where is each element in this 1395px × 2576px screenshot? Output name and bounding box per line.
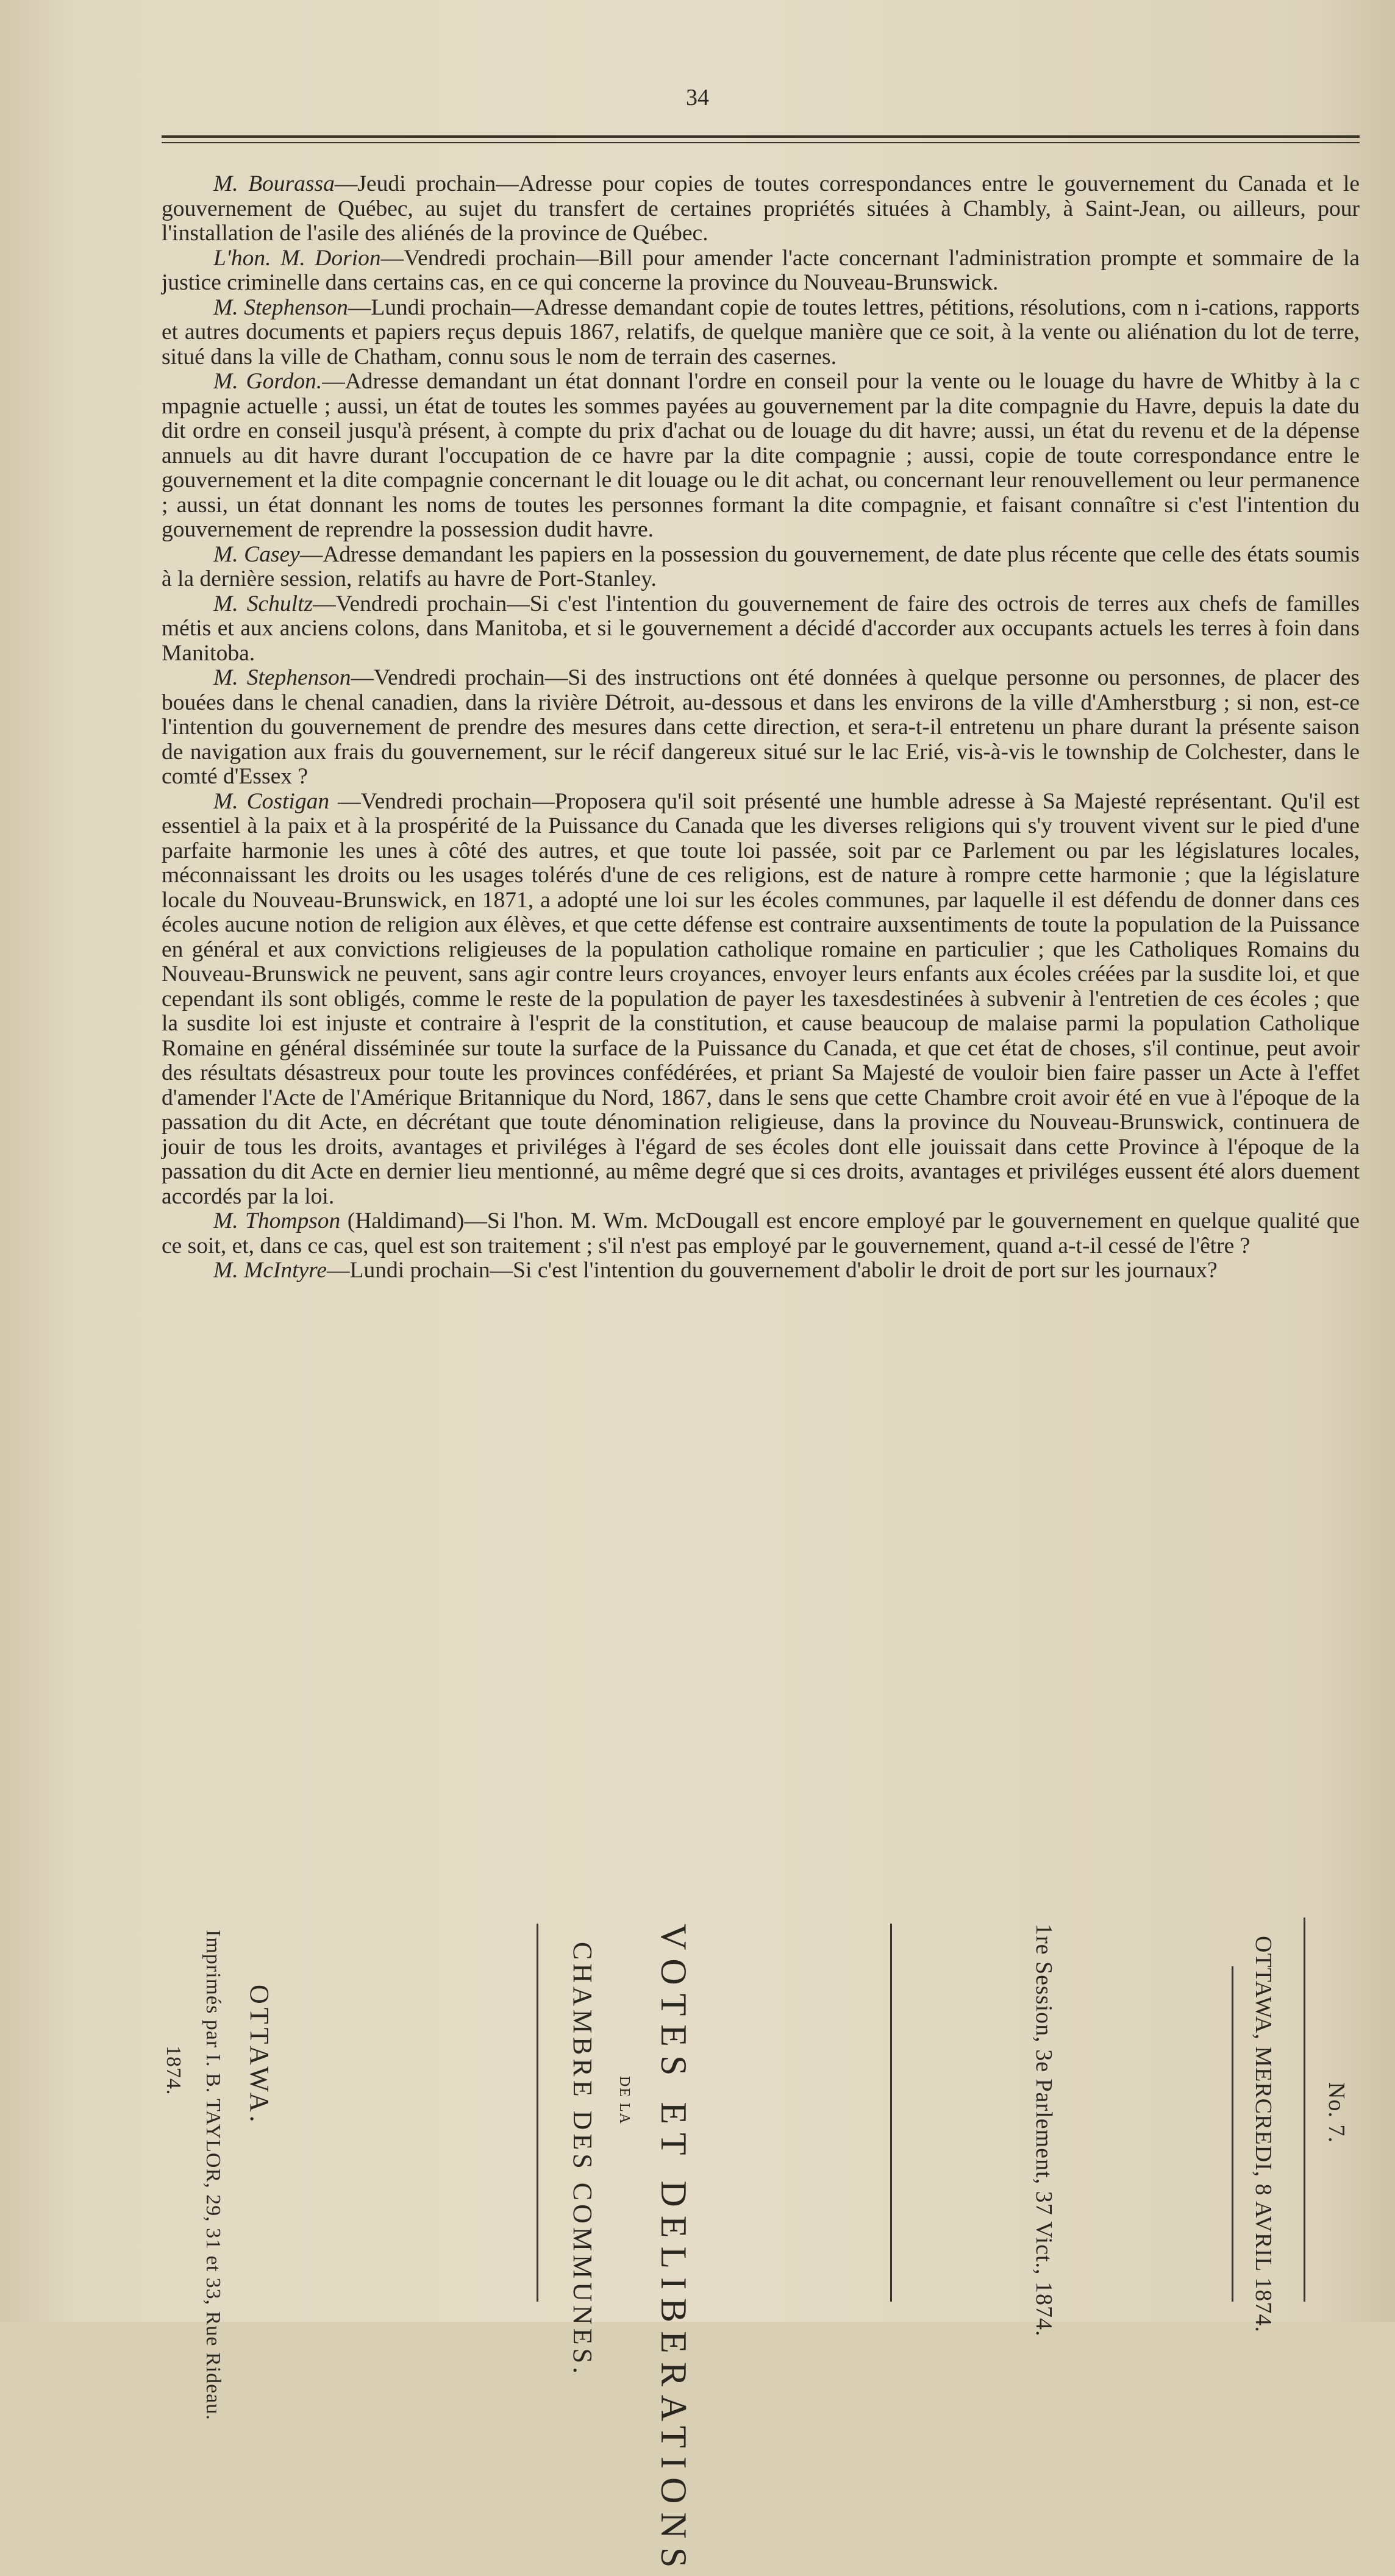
session-line: 1re Session, 3e Parlement, 37 Vict., 1874. (1031, 1924, 1057, 2337)
speaker-name: M. Gordon. (213, 369, 323, 394)
header-rule (162, 135, 1360, 138)
notice-text: —Vendredi prochain—Bill pour amender l'acte concernant l'administration prompte et sommaire de la justice criminelle dans certains cas, en ce qui concerne la province du Nouveau-Brunswick. (162, 245, 1360, 295)
speaker-name: L'hon. M. Dorion (213, 245, 381, 271)
notice-paragraph (162, 543, 1360, 592)
cover-rule (537, 1924, 538, 2302)
notice-text: —Vendredi prochain—Proposera qu'il soit présenté une humble adresse à Sa Majesté représentant. Qu'il est essentiel à la paix et à la prospérité de la Puissance du Canada que les diverses religions qui s'y trouvent vivent sur le pied d'une parfaite harmonie les unes à côté des autres, et que toute loi passée, soit par ce Parlement ou par les législatures locales, méconnaissant les droits ou les usages tolérés d'une de ces religions, est de nature à rompre cette harmonie ; que la législature locale du Nouveau-Brunswick, en 1871, a adopté une loi sur les écoles communes, par laquelle il est défendu de donner dans ces écoles aucune notion de religion aux élèves, et que cette défense est contraire auxsentiments de toute la population de la Puissance en général et aux convictions religieuses de la population catholique romaine en particulier ; que les Catholiques Romains du Nouveau-Brunswick ne peuvent, sans agir contre leurs croyances, envoyer leurs enfants aux écoles créées par la susdite loi, et que cependant ils sont obligés, comme le reste de la population de payer les taxesdestinées à subvenir à l'entretien de ces écoles ; que la susdite loi est injuste et contraire à l'esprit de la constitution, et cause beaucoup de malaise parmi la population Catholique Romaine en général disséminée sur toute la surface de la Puissance du Canada, et que cet état de choses, s'il continue, peut avoir des résultats désastreux pour toute les provinces confédérées, et priant Sa Majesté de vouloir bien faire passer un Acte à l'effet d'amender l'Acte de l'Amérique Britannique du Nord, 1867, dans le sens que cette Chambre croit avoir été en vue à l'époque de la passation du dit Acte, en décrétant que toute dénomination religieuse, dans la province du Nouveau-Brunswick, continuera de jouir de tous les droits, avantages et priviléges à l'égard de ses écoles dont elle jouissait dans cette Province à l'époque de la passation du dit Acte en dernier lieu mentionné, au même degré que si ces droits, avantages et priviléges eussent été alors duement accordés par la loi. (162, 788, 1360, 1209)
notice-text: —Lundi prochain—Si c'est l'intention du gouvernement d'abolir le droit de port sur les journaux? (327, 1258, 1218, 1283)
header-rule-thin (162, 142, 1360, 143)
speaker-name: M. McIntyre (213, 1258, 327, 1283)
city-name: OTTAWA. (244, 1985, 274, 2126)
issue-number: No. 7. (1324, 2082, 1349, 2143)
notice-text: —Vendredi prochain—Si c'est l'intention du gouvernement de faire des octrois de terres aux chefs de familles métis et aux anciens colons, dans Manitoba, et si le gouvernement a décidé d'accorder aux occupants actuels les terres à foin dans Manitoba. (162, 591, 1360, 666)
printer-line: Imprimés par I. B. TAYLOR, 29, 31 et 33, Rue Rideau. (202, 1930, 224, 2421)
notice-paragraph (162, 1258, 1360, 1283)
notice-paragraph (162, 246, 1360, 296)
notice-paragraph (162, 172, 1360, 246)
date-line: OTTAWA, MERCREDI, 8 AVRIL 1874. (1251, 1936, 1276, 2333)
speaker-name: M. Costigan (213, 788, 330, 814)
notice-paragraph (162, 296, 1360, 370)
speaker-name: M. Bourassa (213, 171, 335, 196)
chamber-name: CHAMBRE DES COMMUNES. (568, 1942, 598, 2377)
speaker-name: M. Casey (213, 541, 300, 567)
notice-paragraph (162, 1209, 1360, 1258)
notice-text: —Lundi prochain—Adresse demandant copie de toutes lettres, pétitions, résolutions, com n i-cations, rapports et autres documents et papiers reçus depuis 1867, relatifs, de quelque manière que ce soit, à la vente ou aliénation du lot de terre, situé dans la ville de Chatham, connu sous le nom de terrain des casernes. (162, 294, 1360, 369)
notice-paragraph (162, 592, 1360, 666)
cover-rule (1232, 1966, 1233, 2302)
de-la-text: DE LA (616, 2076, 632, 2125)
speaker-name: M. Stephenson (213, 294, 348, 320)
speaker-name: M. Stephenson (213, 665, 351, 690)
publication-title: VOTES ET DELIBERATIONS (654, 1924, 694, 2576)
speaker-name: M. Thompson (213, 1208, 341, 1233)
speaker-name: M. Schultz (213, 591, 313, 616)
page-number: 34 (686, 85, 709, 110)
notice-text: —Adresse demandant les papiers en la possession du gouvernement, de date plus récente que celle des états soumis à la dernière session, relatifs au havre de Port-Stanley. (162, 541, 1360, 591)
notice-paragraph (162, 790, 1360, 1210)
notice-text: (Haldimand)—Si l'hon. M. Wm. McDougall est encore employé par le gouvernement en quelque qualité que ce soit, et, dans ce cas, quel est son traitement ; s'il n'est pas employé par le gouvernement, quand a-t-il cessé de l'être ? (162, 1208, 1360, 1258)
notice-text: —Jeudi prochain—Adresse pour copies de toutes correspondances entre le gouvernement du Canada et le gouvernement de Québec, au sujet du transfert de certaines propriétés situées à Chambly, à Saint-Jean, ou ailleurs, pour l'installation de l'asile des aliénés de la province de Québec. (162, 171, 1360, 246)
cover-rule (890, 1924, 892, 2302)
notice-text: —Adresse demandant un état donnant l'ordre en conseil pour la vente ou le louage du havre de Whitby à la c mpagnie actuelle ; aussi, un état de toutes les sommes payées au gouvernement par la dite compagnie du Havre, depuis la date du dit ordre en conseil jusqu'à présent, à compte du prix d'achat ou de louage du dit havre; aussi, un état du revenu et de la dépense annuels au dit havre durant l'occupation de ce havre par la dite compagnie ; aussi, copie de toute correspondance entre le gouvernement et la dite compagnie concernant le dit louage ou le dit achat, ou concernant leur renouvellement ou leur permanence ; aussi, un état donnant les noms de toutes les personnes formant la dite compagnie, et faisant connaître si c'est l'intention du gouvernement de reprendre la possession dudit havre. (162, 369, 1360, 542)
notices-text (162, 172, 1360, 1283)
cover-rule (1304, 1918, 1305, 2302)
notice-paragraph (162, 666, 1360, 790)
cover-title-block (152, 1918, 1384, 2576)
notice-text: —Vendredi prochain—Si des instructions ont été données à quelque personne ou personnes, de placer des bouées dans le chenal canadien, dans la rivière Détroit, au-dessous et dans les environs de la ville d'Amherstburg ; si non, est-ce l'intention du gouvernement de prendre des mesures dans cette direction, et sera-t-il entretenu un phare durant la présente saison de navigation aux frais du gouvernement, sur le récif dangereux situé sur le lac Erié, vis-à-vis le township de Colchester, dans le comté d'Essex ? (162, 665, 1360, 789)
notice-paragraph (162, 369, 1360, 543)
publication-year: 1874. (162, 2046, 185, 2096)
